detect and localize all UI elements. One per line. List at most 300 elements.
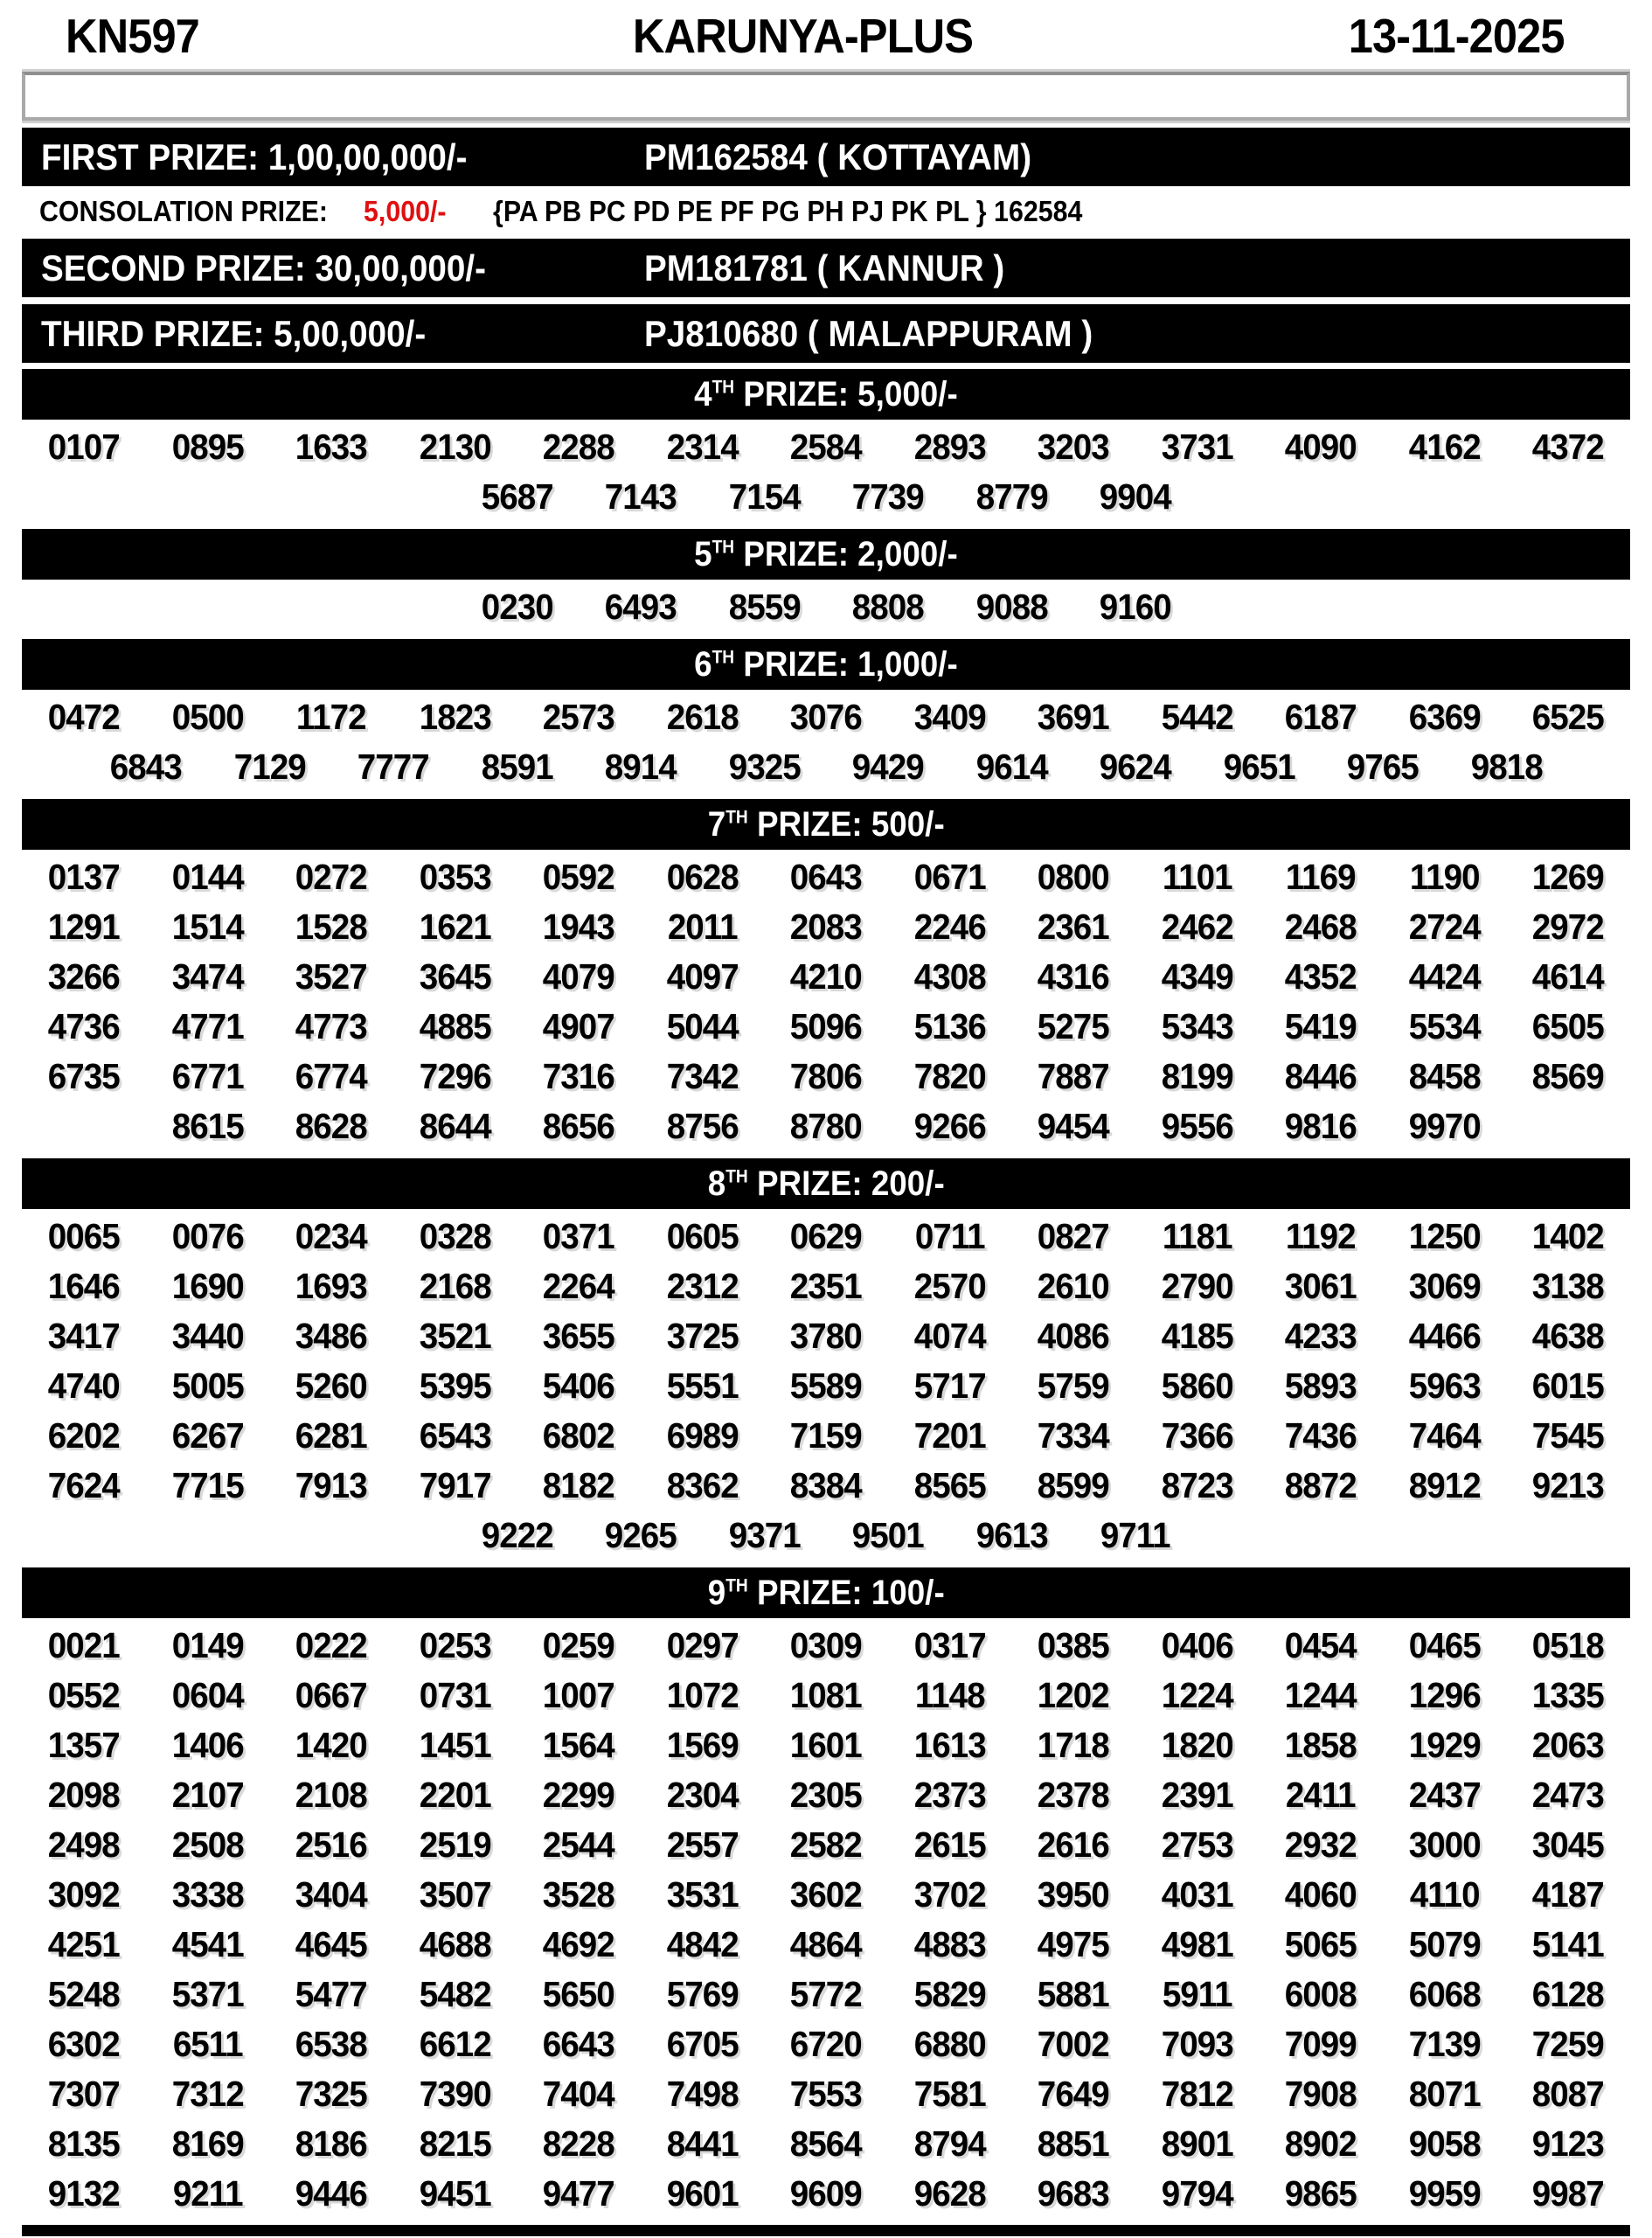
draw-date: 13-11-2025 (1348, 9, 1565, 63)
winning-number: 0021 (48, 1625, 120, 1665)
winning-number: 8628 (295, 1106, 367, 1146)
winning-number: 1406 (171, 1725, 244, 1765)
prize-sections-container (0, 369, 1652, 2220)
winning-number: 1101 (1162, 857, 1232, 897)
consolation-series: {PA PB PC PD PE PF PG PH PJ PK PL } 162584 (493, 195, 1083, 227)
number-row (22, 2019, 1630, 2069)
winning-number: 6989 (666, 1415, 739, 1456)
number-row (22, 1052, 1630, 1102)
prize-7-numbers (0, 850, 1652, 1152)
winning-number: 1451 (419, 1725, 491, 1765)
winning-number: 2130 (419, 427, 491, 467)
winning-number: 3691 (1038, 697, 1109, 737)
winning-number: 6771 (171, 1056, 244, 1096)
winning-number: 0272 (295, 857, 367, 897)
winning-number: 9651 (1223, 747, 1295, 787)
winning-number: 1820 (1161, 1725, 1233, 1765)
winning-number: 5406 (543, 1366, 614, 1406)
winning-number: 1528 (295, 907, 367, 947)
winning-number: 7908 (1285, 2074, 1357, 2114)
winning-number: 5551 (666, 1366, 739, 1406)
winning-number: 9970 (1408, 1106, 1481, 1146)
winning-number: 4060 (1285, 1874, 1357, 1915)
winning-number: 7739 (851, 476, 924, 517)
number-row (22, 2119, 1630, 2169)
winning-number: 5079 (1408, 1924, 1481, 1964)
winning-number: 5769 (666, 1974, 739, 2014)
number-row (22, 472, 1630, 522)
winning-number: 3404 (295, 1874, 367, 1915)
consolation-label: CONSOLATION PRIZE: (39, 195, 329, 227)
winning-number: 4372 (1532, 427, 1604, 467)
winning-number: 8569 (1532, 1056, 1604, 1096)
winning-number: 7581 (913, 2074, 986, 2114)
number-row (22, 1311, 1630, 1361)
winning-number: 9265 (604, 1515, 677, 1555)
winning-number: 5275 (1038, 1006, 1109, 1046)
winning-number: 8615 (171, 1106, 244, 1146)
top-prizes-container (0, 128, 1652, 363)
winning-number: 8458 (1408, 1056, 1481, 1096)
winning-number: 8215 (419, 2123, 491, 2164)
winning-number: 4251 (48, 1924, 120, 1964)
winning-number: 6525 (1532, 697, 1604, 737)
winning-number: 6128 (1532, 1974, 1604, 2014)
winning-number: 6511 (172, 2024, 243, 2064)
winning-number: 9601 (666, 2173, 739, 2214)
winning-number: 2573 (543, 697, 614, 737)
prize-4-header-text: 4TH PRIZE: 5,000/- (694, 374, 958, 414)
winning-number: 1202 (1038, 1675, 1109, 1715)
winning-number: 1250 (1408, 1216, 1481, 1256)
winning-number: 0149 (171, 1625, 244, 1665)
winning-number: 1858 (1285, 1725, 1357, 1765)
winning-number: 8914 (604, 747, 677, 787)
winning-number: 8441 (666, 2123, 739, 2164)
winning-number: 3061 (1285, 1266, 1357, 1306)
winning-number: 9556 (1161, 1106, 1233, 1146)
winning-number: 4885 (419, 1006, 491, 1046)
winning-number: 9959 (1408, 2173, 1481, 2214)
winning-number: 3045 (1532, 1824, 1604, 1865)
winning-number: 6735 (48, 1056, 120, 1096)
winning-number: 7307 (48, 2074, 120, 2114)
winning-number: 0297 (666, 1625, 739, 1665)
winning-number: 3507 (419, 1874, 491, 1915)
winning-number: 0827 (1038, 1216, 1109, 1256)
winning-number: 7159 (790, 1415, 862, 1456)
number-row (22, 1671, 1630, 1720)
third-prize-bar (22, 304, 1630, 363)
winning-number: 4074 (913, 1316, 986, 1356)
winning-number: 5963 (1408, 1366, 1481, 1406)
winning-number: 5136 (913, 1006, 986, 1046)
winning-number: 9222 (481, 1515, 553, 1555)
winning-number: 2582 (790, 1824, 862, 1865)
winning-number: 5717 (913, 1366, 986, 1406)
winning-number: 9451 (419, 2173, 491, 2214)
empty-marquee-box (22, 72, 1630, 121)
prize-4-header (22, 369, 1630, 420)
winning-number: 7624 (48, 1465, 120, 1505)
winning-number: 9477 (543, 2173, 614, 2214)
winning-number: 4090 (1285, 427, 1357, 467)
winning-number: 1402 (1532, 1216, 1604, 1256)
winning-number: 8087 (1532, 2074, 1604, 2114)
winning-number: 1943 (543, 907, 614, 947)
winning-number: 0454 (1285, 1625, 1357, 1665)
winning-number: 7715 (171, 1465, 244, 1505)
winning-number: 5911 (1162, 1974, 1232, 2014)
winning-number: 4736 (48, 1006, 120, 1046)
winning-number: 6008 (1285, 1974, 1357, 2014)
winning-number: 0711 (914, 1216, 985, 1256)
winning-number: 9624 (1099, 747, 1171, 787)
winning-number: 1613 (913, 1725, 986, 1765)
winning-number: 2305 (790, 1775, 862, 1815)
number-row (22, 952, 1630, 1002)
winning-number: 6880 (913, 2024, 986, 2064)
winning-number: 8794 (913, 2123, 986, 2164)
winning-number: 2391 (1161, 1775, 1233, 1815)
winning-number: 0309 (790, 1625, 862, 1665)
winning-number: 6543 (419, 1415, 491, 1456)
number-row (22, 1261, 1630, 1311)
winning-number: 7806 (790, 1056, 862, 1096)
winning-number: 4185 (1161, 1316, 1233, 1356)
winning-number: 0552 (48, 1675, 120, 1715)
winning-number: 4645 (295, 1924, 367, 1964)
winning-number: 2373 (913, 1775, 986, 1815)
winning-number: 4349 (1161, 956, 1233, 997)
winning-number: 9446 (295, 2173, 367, 2214)
winning-number: 5248 (48, 1974, 120, 2014)
number-row (22, 742, 1630, 792)
winning-number: 7464 (1408, 1415, 1481, 1456)
winning-number: 4466 (1408, 1316, 1481, 1356)
winning-number: 4688 (419, 1924, 491, 1964)
winning-number: 3702 (913, 1874, 986, 1915)
winning-number: 1718 (1038, 1725, 1109, 1765)
consolation-prize-row (22, 191, 1630, 232)
winning-number: 8169 (171, 2123, 244, 2164)
winning-number: 9614 (975, 747, 1048, 787)
winning-number: 1693 (295, 1266, 367, 1306)
winning-number: 7342 (666, 1056, 739, 1096)
winning-number: 7002 (1038, 2024, 1109, 2064)
winning-number: 2304 (666, 1775, 739, 1815)
winning-number: 5343 (1161, 1006, 1233, 1046)
winning-number: 6643 (543, 2024, 614, 2064)
winning-number: 3417 (48, 1316, 120, 1356)
number-row (22, 1720, 1630, 1770)
winning-number: 2378 (1038, 1775, 1109, 1815)
winning-number: 5065 (1285, 1924, 1357, 1964)
winning-number: 9058 (1408, 2123, 1481, 2164)
winning-number: 2063 (1532, 1725, 1604, 1765)
winning-number: 2108 (295, 1775, 367, 1815)
winning-number: 8559 (728, 587, 801, 627)
winning-number: 7404 (543, 2074, 614, 2114)
winning-number: 2616 (1038, 1824, 1109, 1865)
winning-number: 0137 (48, 857, 120, 897)
winning-number: 3521 (419, 1316, 491, 1356)
winning-number: 8808 (851, 587, 924, 627)
number-row (22, 1970, 1630, 2019)
winning-number: 8656 (543, 1106, 614, 1146)
winning-number: 4097 (666, 956, 739, 997)
second-prize-label: SECOND PRIZE: 30,00,000/- (41, 247, 486, 288)
winning-number: 2098 (48, 1775, 120, 1815)
winning-number: 9818 (1470, 747, 1543, 787)
winning-number: 9794 (1161, 2173, 1233, 2214)
number-row (22, 1212, 1630, 1261)
winning-number: 0353 (419, 857, 491, 897)
winning-number: 4907 (543, 1006, 614, 1046)
winning-number: 1190 (1409, 857, 1480, 897)
winning-number: 0328 (419, 1216, 491, 1256)
winning-number: 8384 (790, 1465, 862, 1505)
winning-number: 4773 (295, 1006, 367, 1046)
prize-9-header-text: 9TH PRIZE: 100/- (707, 1573, 945, 1612)
winning-number: 5881 (1038, 1974, 1109, 2014)
winning-number: 2011 (667, 907, 738, 947)
winning-number: 9160 (1099, 587, 1171, 627)
winning-number: 8182 (543, 1465, 614, 1505)
prize-9-header (22, 1567, 1630, 1618)
winning-number: 2498 (48, 1824, 120, 1865)
prize-5-numbers (0, 580, 1652, 633)
winning-number: 0592 (543, 857, 614, 897)
winning-number: 0800 (1038, 857, 1109, 897)
winning-number: 2615 (913, 1824, 986, 1865)
winning-number: 6720 (790, 2024, 862, 2064)
winning-number: 3602 (790, 1874, 862, 1915)
winning-number: 9683 (1038, 2173, 1109, 2214)
number-row (22, 422, 1630, 472)
winning-number: 7259 (1532, 2024, 1604, 2064)
prize-6-header-text: 6TH PRIZE: 1,000/- (694, 644, 958, 684)
number-row (22, 2169, 1630, 2219)
winning-number: 2618 (666, 697, 739, 737)
winning-number: 9711 (1100, 1515, 1170, 1555)
winning-number: 7154 (728, 476, 801, 517)
winning-number: 2893 (913, 427, 986, 467)
winning-number: 8902 (1285, 2123, 1357, 2164)
winning-number: 9765 (1346, 747, 1419, 787)
winning-number: 1244 (1285, 1675, 1357, 1715)
winning-number: 5860 (1161, 1366, 1233, 1406)
winning-number: 8780 (790, 1106, 862, 1146)
winning-number: 8591 (481, 747, 553, 787)
prize-7-header (22, 799, 1630, 850)
winning-number: 2519 (419, 1824, 491, 1865)
winning-number: 6267 (171, 1415, 244, 1456)
winning-number: 3731 (1161, 427, 1233, 467)
winning-number: 0895 (171, 427, 244, 467)
number-row (22, 1461, 1630, 1511)
winning-number: 2361 (1038, 907, 1109, 947)
winning-number: 2411 (1286, 1775, 1356, 1815)
winning-number: 9325 (728, 747, 801, 787)
winning-number: 7498 (666, 2074, 739, 2114)
winning-number: 8851 (1038, 2123, 1109, 2164)
winning-number: 8564 (790, 2123, 862, 2164)
winning-number: 8599 (1038, 1465, 1109, 1505)
winning-number: 7296 (419, 1056, 491, 1096)
winning-number: 3645 (419, 956, 491, 997)
number-row (22, 852, 1630, 902)
winning-number: 2246 (913, 907, 986, 947)
winning-number: 0628 (666, 857, 739, 897)
winning-number: 2351 (790, 1266, 862, 1306)
winning-number: 1823 (419, 697, 491, 737)
winning-number: 0234 (295, 1216, 367, 1256)
number-row (22, 1870, 1630, 1920)
winning-number: 5687 (481, 476, 553, 517)
winning-number: 5772 (790, 1974, 862, 2014)
second-prize-winning-ticket: PM181781 ( KANNUR ) (644, 247, 1005, 288)
winning-number: 9371 (728, 1515, 801, 1555)
prize-4-numbers (0, 420, 1652, 523)
winning-number: 0385 (1038, 1625, 1109, 1665)
winning-number: 4692 (543, 1924, 614, 1964)
winning-number: 4864 (790, 1924, 862, 1964)
winning-number: 1181 (1162, 1216, 1232, 1256)
winning-number: 9628 (913, 2173, 986, 2214)
winning-number: 7390 (419, 2074, 491, 2114)
winning-number: 2790 (1161, 1266, 1233, 1306)
winning-number: 2570 (913, 1266, 986, 1306)
winning-number: 6505 (1532, 1006, 1604, 1046)
winning-number: 8644 (419, 1106, 491, 1146)
winning-number: 6015 (1532, 1366, 1604, 1406)
prize-9-numbers (0, 1618, 1652, 2220)
winning-number: 4086 (1038, 1316, 1109, 1356)
winning-number: 4541 (171, 1924, 244, 1964)
winning-number: 0144 (171, 857, 244, 897)
winning-number: 7366 (1161, 1415, 1233, 1456)
winning-number: 1601 (790, 1725, 862, 1765)
winning-number: 2107 (171, 1775, 244, 1815)
number-row (22, 1102, 1630, 1151)
winning-number: 9501 (851, 1515, 924, 1555)
winning-number: 2299 (543, 1775, 614, 1815)
winning-number: 8071 (1408, 2074, 1481, 2114)
winning-number: 4210 (790, 956, 862, 997)
winning-number: 9429 (851, 747, 924, 787)
winning-number: 5419 (1285, 1006, 1357, 1046)
winning-number: 6302 (48, 2024, 120, 2064)
winning-number: 0500 (171, 697, 244, 737)
winning-number: 8199 (1161, 1056, 1233, 1096)
prize-6-numbers (0, 690, 1652, 793)
winning-number: 1929 (1408, 1725, 1481, 1765)
winning-number: 1172 (296, 697, 366, 737)
winning-number: 8228 (543, 2123, 614, 2164)
winning-number: 7777 (357, 747, 429, 787)
winning-number: 0472 (48, 697, 120, 737)
winning-number: 6612 (419, 2024, 491, 2064)
winning-number: 9816 (1285, 1106, 1357, 1146)
winning-number: 8912 (1408, 1465, 1481, 1505)
winning-number: 7812 (1161, 2074, 1233, 2114)
number-row (22, 2069, 1630, 2119)
winning-number: 6705 (666, 2024, 739, 2064)
winning-number: 9987 (1532, 2173, 1604, 2214)
winning-number: 2557 (666, 1824, 739, 1865)
winning-number: 0465 (1408, 1625, 1481, 1665)
winning-number: 5829 (913, 1974, 986, 2014)
winning-number: 1072 (666, 1675, 739, 1715)
prize-7-header-text: 7TH PRIZE: 500/- (707, 804, 945, 844)
winning-number: 1007 (543, 1675, 614, 1715)
winning-number: 0065 (48, 1216, 120, 1256)
winning-number: 3725 (666, 1316, 739, 1356)
prize-8-header (22, 1158, 1630, 1209)
first-prize-label: FIRST PRIZE: 1,00,00,000/- (41, 136, 468, 177)
winning-number: 8135 (48, 2123, 120, 2164)
winning-number: 3203 (1038, 427, 1109, 467)
winning-number: 8901 (1161, 2123, 1233, 2164)
winning-number: 2473 (1532, 1775, 1604, 1815)
winning-number: 3409 (913, 697, 986, 737)
winning-number: 7553 (790, 2074, 862, 2114)
winning-number: 5893 (1285, 1366, 1357, 1406)
winning-number: 7316 (543, 1056, 614, 1096)
winning-number: 3092 (48, 1874, 120, 1915)
winning-number: 2288 (543, 427, 614, 467)
winning-number: 1564 (543, 1725, 614, 1765)
winning-number: 7917 (419, 1465, 491, 1505)
winning-number: 3138 (1532, 1266, 1604, 1306)
winning-number: 6802 (543, 1415, 614, 1456)
winning-number: 3474 (171, 956, 244, 997)
winning-number: 5442 (1161, 697, 1233, 737)
winning-number: 6843 (109, 747, 182, 787)
winning-number: 2201 (419, 1775, 491, 1815)
winning-number: 7436 (1285, 1415, 1357, 1456)
draw-code: KN597 (66, 9, 199, 63)
winning-number: 5650 (543, 1974, 614, 2014)
winning-number: 5096 (790, 1006, 862, 1046)
prize-5-header-text: 5TH PRIZE: 2,000/- (694, 534, 958, 573)
winning-number: 0604 (171, 1675, 244, 1715)
winning-number: 8723 (1161, 1465, 1233, 1505)
winning-number: 8446 (1285, 1056, 1357, 1096)
winning-number: 5395 (419, 1366, 491, 1406)
winning-number: 9865 (1285, 2173, 1357, 2214)
winning-number: 9123 (1532, 2123, 1604, 2164)
winning-number: 5477 (295, 1974, 367, 2014)
winning-number: 7649 (1038, 2074, 1109, 2114)
winning-number: 3266 (48, 956, 120, 997)
winning-number: 0317 (913, 1625, 986, 1665)
winning-number: 6187 (1285, 697, 1357, 737)
winning-number: 1357 (48, 1725, 120, 1765)
winning-number: 0253 (419, 1625, 491, 1665)
winning-number: 1420 (295, 1725, 367, 1765)
winning-number: 7139 (1408, 2024, 1481, 2064)
winning-number: 9613 (975, 1515, 1048, 1555)
winning-number: 1169 (1286, 857, 1356, 897)
winning-number: 0643 (790, 857, 862, 897)
winning-number: 0076 (171, 1216, 244, 1256)
title-bar (0, 0, 1652, 63)
winning-number: 4614 (1532, 956, 1604, 997)
winning-number: 9266 (913, 1106, 986, 1146)
winning-number: 3655 (543, 1316, 614, 1356)
